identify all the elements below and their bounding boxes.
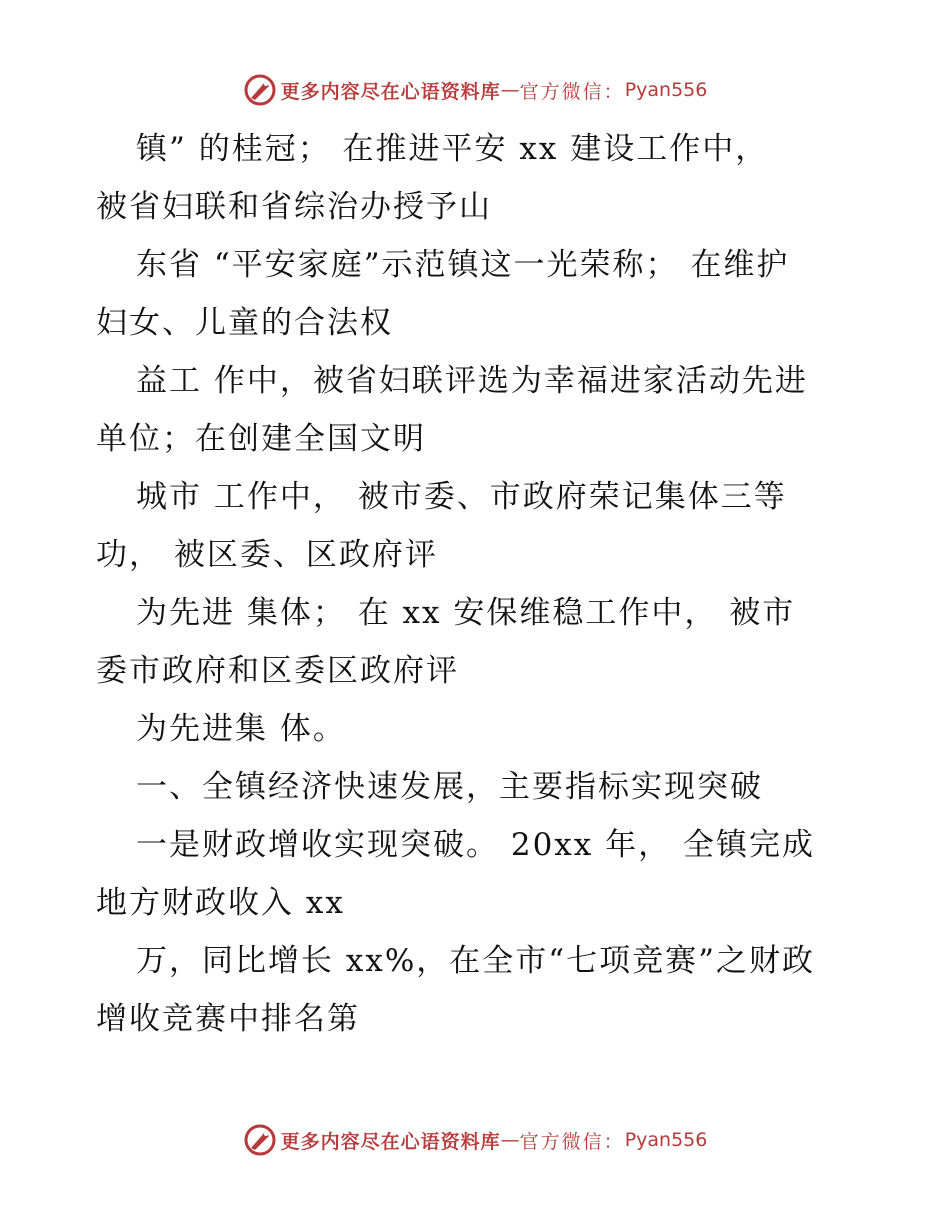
watermark-dash: — xyxy=(500,1129,520,1151)
paragraph-line: 单位；在创建全国文明 xyxy=(96,421,426,457)
pen-nib-seal-icon xyxy=(243,1123,277,1157)
paragraph-2 xyxy=(0,236,950,352)
paragraph-line: 增收竞赛中排名第 xyxy=(96,1001,360,1037)
watermark-label: 官方微信： xyxy=(519,80,625,103)
watermark-label: 官方微信： xyxy=(519,1130,625,1153)
pen-nib-seal-icon xyxy=(243,73,277,107)
paragraph-line: 为先进 集体； 在 xx 安保维稳工作中， 被市 xyxy=(136,595,796,631)
paragraph-line: 城市 工作中， 被市委、市政府荣记集体三等 xyxy=(136,479,787,515)
paragraph-line: 地方财政收入 xx xyxy=(96,885,345,921)
paragraph-line: 被省妇联和省综治办授予山 xyxy=(96,189,492,225)
footer-watermark xyxy=(0,1120,950,1160)
paragraph-line: 为先进集 体。 xyxy=(136,711,346,747)
document-body xyxy=(0,120,950,1048)
heading-line: 一、全镇经济快速发展，主要指标实现突破 xyxy=(136,769,763,805)
section-heading xyxy=(0,758,950,816)
watermark-dash: — xyxy=(500,79,520,101)
paragraph-line: 镇” 的桂冠； 在推进平安 xx 建设工作中， xyxy=(136,131,769,167)
watermark-site-text: 更多内容尽在心语资料库 xyxy=(280,80,501,103)
paragraph-line: 益工 作中，被省妇联评选为幸福进家活动先进 xyxy=(136,363,808,399)
paragraph-9 xyxy=(0,932,950,1048)
paragraph-line: 委市政府和区委区政府评 xyxy=(96,653,459,689)
paragraph-line: 功， 被区委、区政府评 xyxy=(96,537,438,573)
paragraph-line: 万，同比增长 xx%，在全市“七项竞赛”之财政 xyxy=(136,943,815,979)
watermark-wechat-id: Pyan556 xyxy=(624,1129,708,1151)
paragraph-5 xyxy=(0,584,950,700)
paragraph-line: 东省 “平安家庭”示范镇这一光荣称； 在维护 xyxy=(136,247,790,283)
header-watermark xyxy=(0,70,950,110)
paragraph-3 xyxy=(0,352,950,468)
paragraph-line: 一是财政增收实现突破。 20xx 年， 全镇完成 xyxy=(136,827,815,863)
paragraph-8 xyxy=(0,816,950,932)
paragraph-1 xyxy=(0,120,950,236)
paragraph-4 xyxy=(0,468,950,584)
paragraph-line: 妇女、儿童的合法权 xyxy=(96,305,393,341)
watermark-wechat-id: Pyan556 xyxy=(624,79,708,101)
paragraph-6 xyxy=(0,700,950,758)
watermark-site-text: 更多内容尽在心语资料库 xyxy=(280,1130,501,1153)
